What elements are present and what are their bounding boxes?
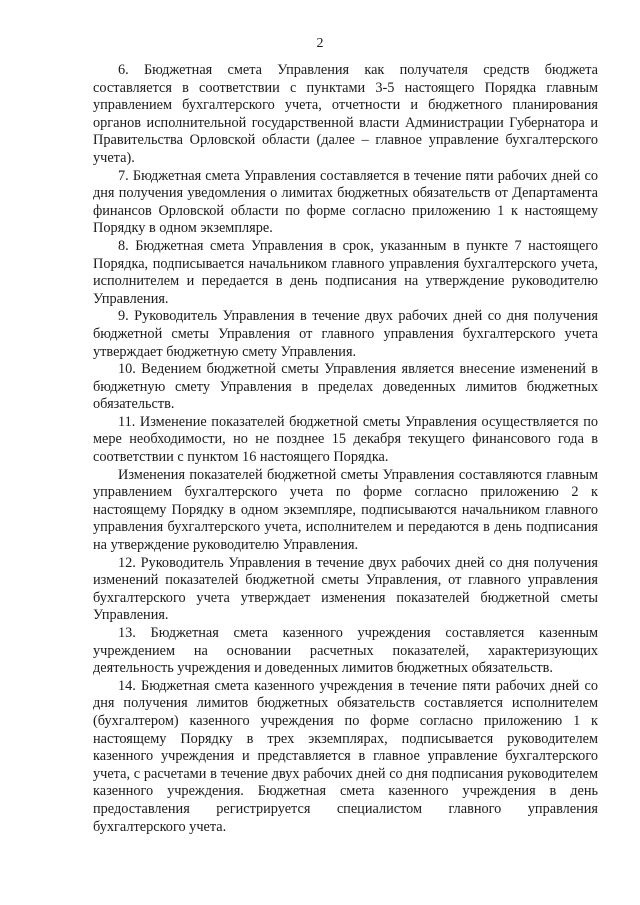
document-body xyxy=(93,62,598,836)
paragraph-13: 13. Бюджетная смета казенного учреждения составляется казенным учреждением на основании расчетных показателей, характеризующих деятельность учреждения и доведенных лимитов бюджетных обязательств. xyxy=(93,625,598,677)
paragraph-6: 6. Бюджетная смета Управления как получателя средств бюджета составляется в соответствии с пунктами 3-5 настоящего Порядка главным управлением бухгалтерского учета, отчетности и бюджетного планирования органов исполнительной государственной власти Администрации Губернатора и Правительства Орловской области (далее – главное управление бухгалтерского учета). xyxy=(93,62,598,166)
paragraph-14: 14. Бюджетная смета казенного учреждения в течение пяти рабочих дней со дня получения лимитов бюджетных обязательств составляется исполнителем (бухгалтером) казенного учреждения по форме согласно приложению 1 к настоящему Порядку в трех экземплярах, подписывается руководителем казенного учреждения и представляется в главное управление бухгалтерского учета, с расчетами в течение двух рабочих дней со дня подписания руководителем казенного учреждения. Бюджетная смета казенного учреждения в день предоставления регистрируется специалистом главного управления бухгалтерского учета. xyxy=(93,677,598,835)
paragraph-11: 11. Изменение показателей бюджетной сметы Управления осуществляется по мере необходимости, но не позднее 15 декабря текущего финансового года в соответствии с пунктом 16 настоящего Порядка. xyxy=(93,413,598,466)
paragraph-12: 12. Руководитель Управления в течение двух рабочих дней со дня получения изменений показателей бюджетной сметы Управления, от главного управления бухгалтерского учета утверждает изменения показателей бюджетной сметы Управления. xyxy=(93,554,598,624)
paragraph-11-continued: Изменения показателей бюджетной сметы Управления составляются главным управлением бухгалтерского учета по форме согласно приложению 2 к настоящему Порядку в одном экземпляре, подписываются начальником главного управления бухгалтерского учета, исполнителем и передаются в день подписания на утверждение руководителю Управления. xyxy=(93,466,598,554)
paragraph-7: 7. Бюджетная смета Управления составляется в течение пяти рабочих дней со дня получения уведомления о лимитах бюджетных обязательств от Департамента финансов Орловской области по форме согласно приложению 1 к настоящему Порядку в одном экземпляре. xyxy=(93,167,598,237)
page-number: 2 xyxy=(316,36,324,51)
paragraph-9: 9. Руководитель Управления в течение двух рабочих дней со дня получения бюджетной сметы Управления от главного управления бухгалтерского учета утверждает бюджетную смету Управления. xyxy=(93,308,598,360)
paragraph-10: 10. Ведением бюджетной сметы Управления является внесение изменений в бюджетную смету Управления в пределах доведенных лимитов бюджетных обязательств. xyxy=(93,361,598,413)
paragraph-8: 8. Бюджетная смета Управления в срок, указанным в пункте 7 настоящего Порядка, подписывается начальником главного управления бухгалтерского учета, исполнителем и передается в день подписания на утверждение руководителю Управления. xyxy=(93,237,598,307)
